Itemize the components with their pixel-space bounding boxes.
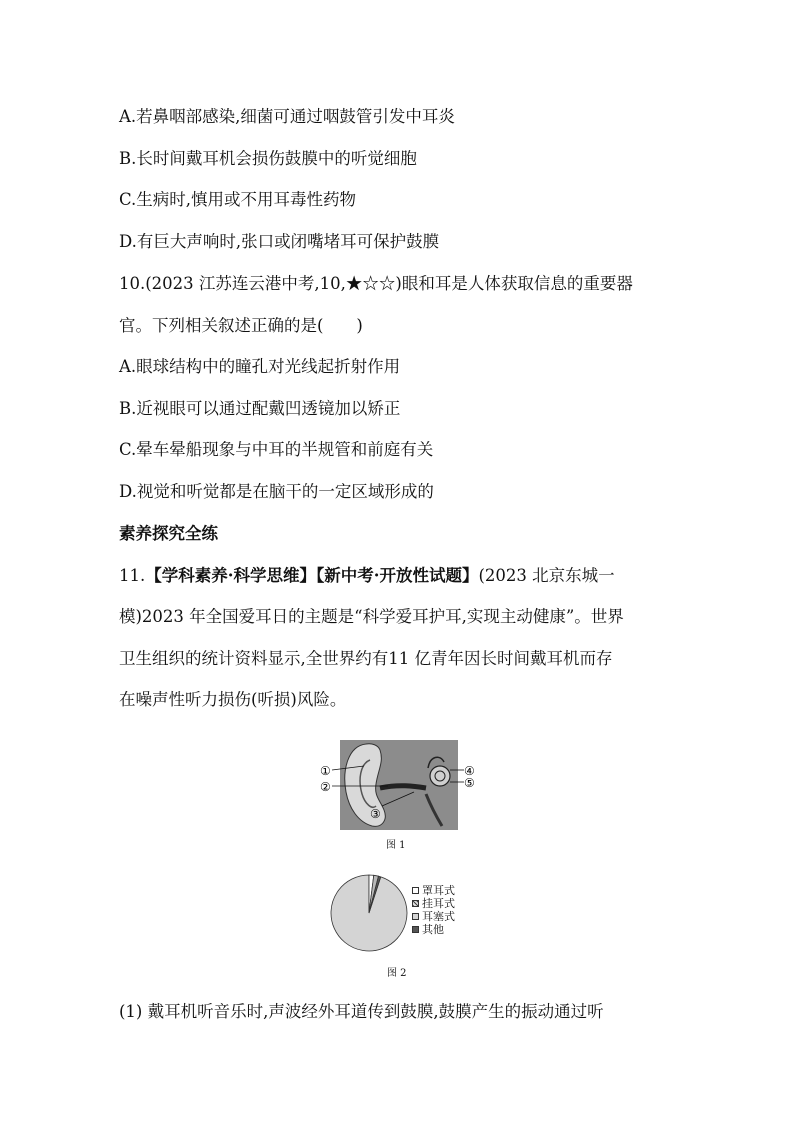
q11-stem-line2: 模)2023 年全国爱耳日的主题是“科学爱耳护耳,实现主动健康”。世界 <box>119 607 624 626</box>
q11-sub1: (1) 戴耳机听音乐时,声波经外耳道传到鼓膜,鼓膜产生的振动通过听 <box>119 1002 604 1021</box>
q11-stem-line1 <box>119 564 615 588</box>
legend-swatch <box>412 926 419 933</box>
q11-tag-literacy: 【学科素养·科学思维】 <box>145 566 316 585</box>
legend-label: 挂耳式 <box>422 897 455 910</box>
legend-item-over-ear <box>412 884 455 897</box>
section-title: 素养探究全练 <box>119 524 218 543</box>
legend-label: 其他 <box>422 923 444 936</box>
q10-option-d: D.视觉和听觉都是在脑干的一定区域形成的 <box>119 482 434 501</box>
pie-legend <box>412 884 455 936</box>
pie-chart <box>329 868 409 958</box>
figure-label-5: ⑤ <box>464 776 475 790</box>
cochlea-shape <box>430 766 450 786</box>
legend-swatch <box>412 887 419 894</box>
q9-option-d: D.有巨大声响时,张口或闭嘴堵耳可保护鼓膜 <box>119 232 440 251</box>
ear-anatomy-figure <box>318 740 478 830</box>
q11-tag-open: 【新中考·开放性试题】 <box>316 566 479 585</box>
q10-option-c: C.晕车晕船现象与中耳的半规管和前庭有关 <box>119 440 434 459</box>
legend-item-in-ear <box>412 910 455 923</box>
figure-label-2: ② <box>320 780 331 794</box>
q10-stem-line2: 官。下列相关叙述正确的是( ) <box>119 316 363 335</box>
q11-stem-line4: 在噪声性听力损伤(听损)风险。 <box>119 690 347 709</box>
figure-label-4: ④ <box>464 764 475 778</box>
pie-slices <box>331 875 407 951</box>
q9-option-a: A.若鼻咽部感染,细菌可通过咽鼓管引发中耳炎 <box>119 107 455 126</box>
figure1-caption: 图 1 <box>386 840 406 851</box>
legend-label: 罩耳式 <box>422 884 455 897</box>
figure-label-3: ③ <box>370 807 381 821</box>
legend-item-ear-hook <box>412 897 455 910</box>
q10-option-b: B.近视眼可以通过配戴凹透镜加以矫正 <box>119 399 401 418</box>
q9-option-b: B.长时间戴耳机会损伤鼓膜中的听觉细胞 <box>119 149 417 168</box>
legend-item-other <box>412 923 455 936</box>
legend-swatch <box>412 900 419 907</box>
figure2-caption: 图 2 <box>387 968 407 979</box>
q11-stem-line3: 卫生组织的统计资料显示,全世界约有11 亿青年因长时间戴耳机而存 <box>119 649 613 668</box>
q11-number: 11. <box>119 566 146 585</box>
figure-label-1: ① <box>320 764 331 778</box>
q10-stem-line1: 10.(2023 江苏连云港中考,10,★☆☆)眼和耳是人体获取信息的重要器 <box>119 274 633 293</box>
q10-option-a: A.眼球结构中的瞳孔对光线起折射作用 <box>119 357 401 376</box>
legend-label: 耳塞式 <box>422 910 455 923</box>
q11-source: (2023 北京东城一 <box>478 566 615 585</box>
q9-option-c: C.生病时,慎用或不用耳毒性药物 <box>119 190 357 209</box>
legend-swatch <box>412 913 419 920</box>
